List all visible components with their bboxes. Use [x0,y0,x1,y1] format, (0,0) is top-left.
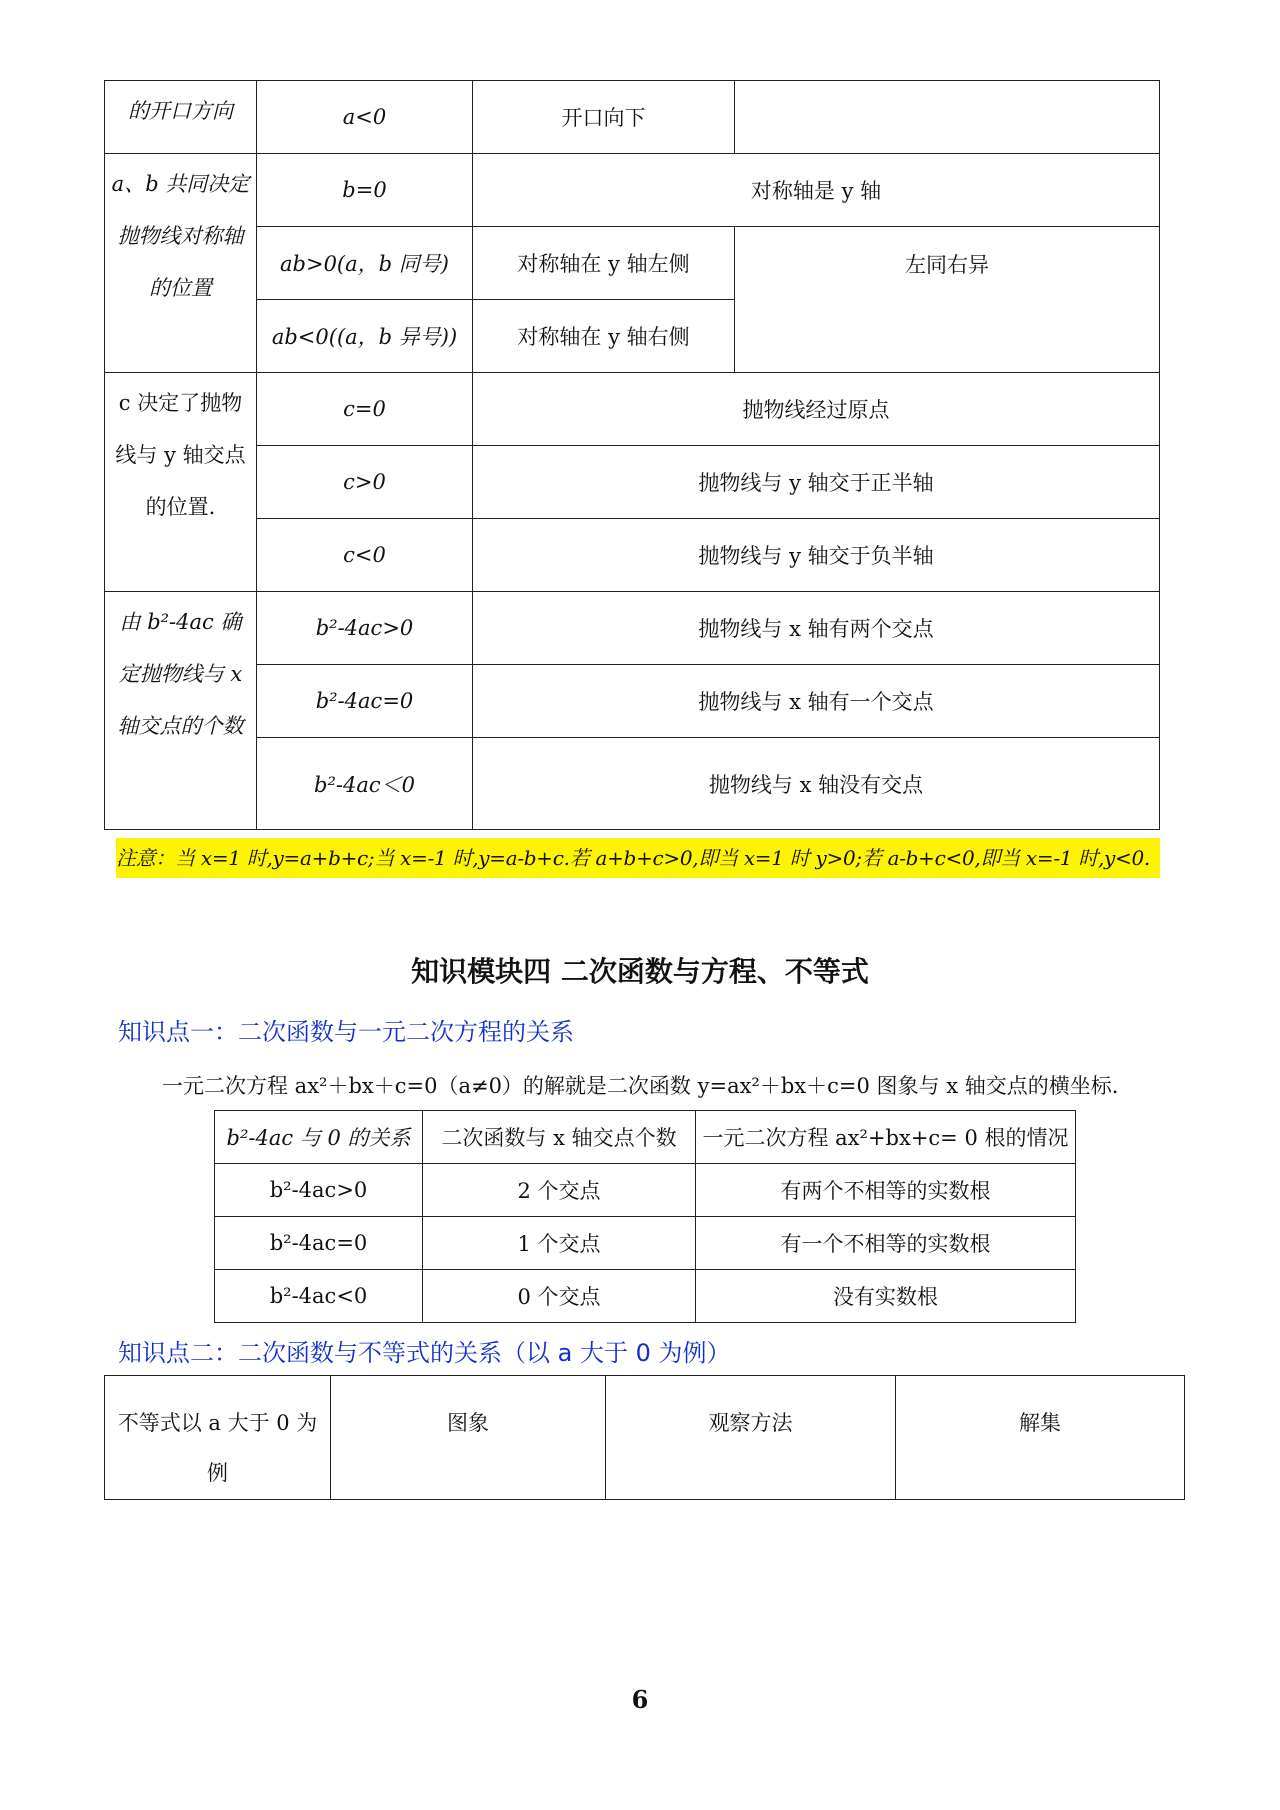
table-cell: b²-4ac>0 [215,1164,423,1217]
knowledge-point-heading: 知识点二：二次函数与不等式的关系（以 a 大于 0 为例） [118,1339,731,1367]
page-number: 6 [631,1685,649,1714]
table-cell: 2 个交点 [423,1164,696,1217]
result-cell: 抛物线与 x 轴有两个交点 [473,592,1160,665]
table-row [105,373,1160,446]
condition-cell: c=0 [257,373,473,446]
result-cell: 对称轴是 y 轴 [473,154,1160,227]
knowledge-point-heading: 知识点一：二次函数与一元二次方程的关系 [118,1018,574,1046]
table-row [105,665,1160,738]
result-cell: 开口向下 [473,81,735,154]
table-cell: b²-4ac=0 [215,1217,423,1270]
result-cell: 抛物线与 x 轴没有交点 [473,738,1160,830]
table-cell: 有两个不相等的实数根 [696,1164,1076,1217]
empty-cell [735,81,1160,154]
row-head: c 决定了抛物线与 y 轴交点的位置. [105,373,257,592]
mnemonic-cell: 左同右异 [735,227,1160,373]
condition-cell: b²-4ac＜0 [257,738,473,830]
column-header: b²-4ac 与 0 的关系 [215,1111,423,1164]
condition-cell: b²-4ac=0 [257,665,473,738]
result-cell: 对称轴在 y 轴右侧 [473,300,735,373]
condition-cell: ab>0(a，b 同号) [257,227,473,300]
table-cell: b²-4ac<0 [215,1270,423,1323]
section-title: 知识模块四 二次函数与方程、不等式 [411,955,869,988]
row-head: a、b 共同决定抛物线对称轴的位置 [105,154,257,373]
table-row [215,1164,1076,1217]
inequality-table [104,1375,1185,1500]
result-cell: 抛物线经过原点 [473,373,1160,446]
row-head: 由 b²-4ac 确定抛物线与 x 轴交点的个数 [105,592,257,830]
column-header: 二次函数与 x 轴交点个数 [423,1111,696,1164]
parabola-properties-table [104,80,1160,830]
row-head: 的开口方向 [105,81,257,154]
discriminant-table [214,1110,1076,1323]
column-header: 不等式以 a 大于 0 为例 [105,1376,331,1500]
table-cell: 有一个不相等的实数根 [696,1217,1076,1270]
table-row [105,519,1160,592]
condition-cell: c>0 [257,446,473,519]
table-row [215,1270,1076,1323]
condition-cell: a<0 [257,81,473,154]
condition-cell: ab<0((a，b 异号)) [257,300,473,373]
table-header-row [105,1376,1185,1500]
table-row [215,1217,1076,1270]
table-cell: 1 个交点 [423,1217,696,1270]
condition-cell: c<0 [257,519,473,592]
table-row [105,227,1160,300]
paragraph: 一元二次方程 ax²＋bx＋c=0（a≠0）的解就是二次函数 y=ax²＋bx＋c=0 图象与 x 轴交点的横坐标. [162,1074,1119,1098]
table-row [105,592,1160,665]
result-cell: 抛物线与 x 轴有一个交点 [473,665,1160,738]
table-row [105,446,1160,519]
table-row [105,154,1160,227]
table-row [105,738,1160,830]
condition-cell: b²-4ac>0 [257,592,473,665]
column-header: 图象 [331,1376,606,1500]
table-cell: 0 个交点 [423,1270,696,1323]
table-row [105,81,1160,154]
table-cell: 没有实数根 [696,1270,1076,1323]
column-header: 一元二次方程 ax²+bx+c= 0 根的情况 [696,1111,1076,1164]
condition-cell: b=0 [257,154,473,227]
result-cell: 抛物线与 y 轴交于负半轴 [473,519,1160,592]
column-header: 解集 [896,1376,1185,1500]
table-header-row [215,1111,1076,1164]
result-cell: 对称轴在 y 轴左侧 [473,227,735,300]
column-header: 观察方法 [606,1376,896,1500]
result-cell: 抛物线与 y 轴交于正半轴 [473,446,1160,519]
note-highlight: 注意：当 x=1 时,y=a+b+c;当 x=-1 时,y=a-b+c.若 a+b+c>0,即当 x=1 时 y>0;若 a-b+c<0,即当 x=-1 时,y<0. [116,838,1160,878]
